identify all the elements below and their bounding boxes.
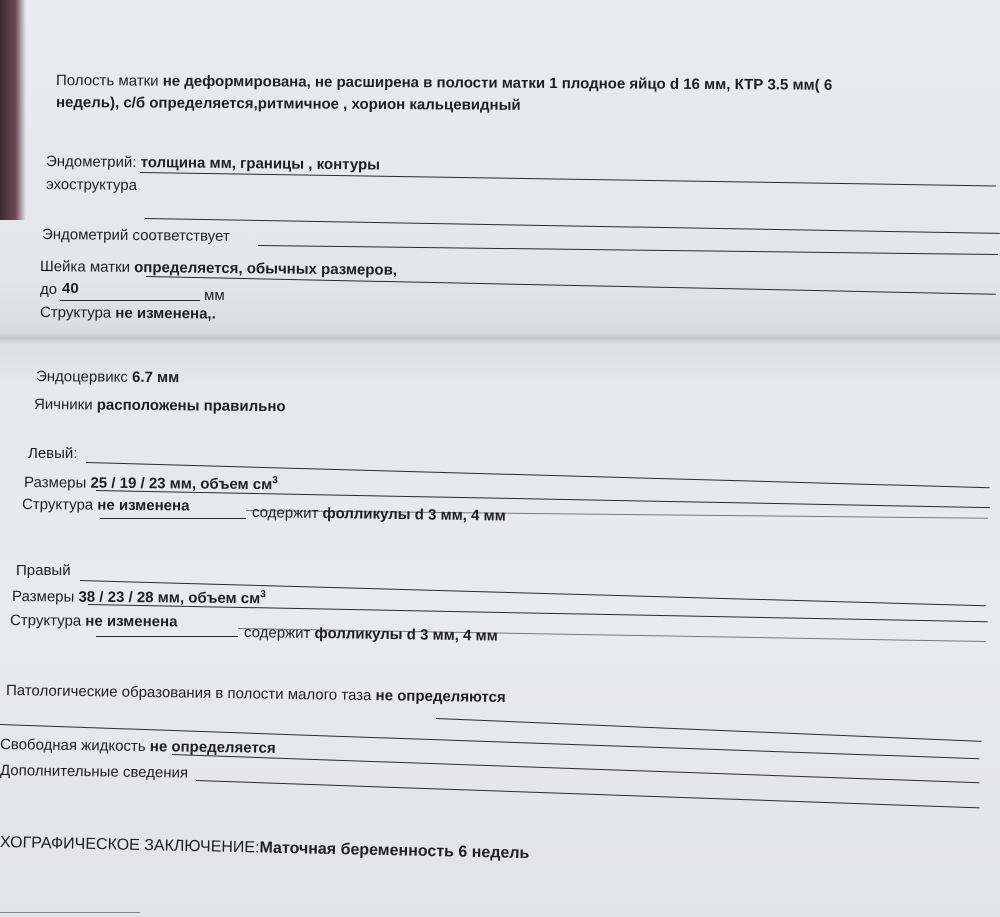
left-ovary-structure-label: Структура <box>21 496 94 514</box>
rule <box>140 172 996 186</box>
rule <box>146 276 996 295</box>
cervix-unit: мм <box>204 287 225 304</box>
pathology-label: Патологические образования в полости малого таза <box>5 682 372 705</box>
right-ovary-contains-line <box>244 624 498 646</box>
echostructure-label: эхоструктура <box>45 176 138 194</box>
rule <box>436 718 982 742</box>
ovaries-label: Яичники <box>33 396 93 414</box>
endometrium-label: Эндометрий: <box>45 153 137 171</box>
endocervix-value: 6.7 мм <box>131 368 180 387</box>
ovaries-value: расположены правильно <box>96 396 286 416</box>
paper-fold <box>0 332 1000 344</box>
pathology-line <box>6 682 506 707</box>
endometrium-line <box>46 153 380 174</box>
right-ovary-structure-label: Структура <box>9 612 82 630</box>
right-ovary-structure-value: не изменена <box>85 612 178 631</box>
rule <box>100 518 246 519</box>
rule <box>145 218 1000 234</box>
uterus-line-1 <box>56 72 832 95</box>
rule <box>60 300 200 301</box>
left-ovary-title: Левый: <box>28 445 78 462</box>
pathology-value: не определяются <box>375 687 506 706</box>
right-ovary-title: Правый <box>16 562 71 579</box>
additional-label: Дополнительные сведения <box>0 762 189 782</box>
rule <box>0 912 140 913</box>
left-ovary-structure-line <box>22 496 190 515</box>
background-edge <box>0 0 26 220</box>
left-ovary-contains-value: фолликулы d 3 мм, 4 мм <box>322 504 506 525</box>
left-ovary-size-sup: 3 <box>272 475 278 487</box>
rule <box>88 604 988 622</box>
ovaries-line <box>34 396 286 416</box>
cervix-label: Шейка матки <box>39 258 131 276</box>
right-ovary-structure-line <box>10 612 178 631</box>
left-ovary-size-label: Размеры <box>23 474 87 492</box>
rule <box>196 780 980 808</box>
left-ovary-size-value: 25 / 19 / 23 мм, объем см <box>90 474 273 494</box>
rule <box>96 636 238 637</box>
conclusion-value: Маточная беременность 6 недель <box>259 839 530 863</box>
right-ovary-size-label: Размеры <box>11 588 75 606</box>
left-ovary-contains-line <box>252 504 506 526</box>
endometrium-value: толщина мм, границы , контуры <box>140 153 381 174</box>
cervix-up-to-label: до <box>40 281 58 298</box>
conclusion-line <box>0 834 530 863</box>
endometrium-corresponds-label: Эндометрий соответствует <box>41 226 230 245</box>
cervix-structure-value: не изменена,. <box>115 304 216 323</box>
cervix-value: определяется, обычных размеров, <box>134 258 398 279</box>
endocervix-line <box>36 368 179 387</box>
right-ovary-contains-value: фолликулы d 3 мм, 4 мм <box>314 624 498 645</box>
right-ovary-contains-label: содержит <box>243 624 311 642</box>
rule <box>96 490 990 508</box>
cervix-line <box>40 258 397 280</box>
cervix-structure-label: Структура <box>39 304 112 322</box>
left-ovary-structure-value: не изменена <box>97 496 190 515</box>
free-fluid-value: не определяется <box>149 738 276 757</box>
right-ovary-size-sup: 3 <box>260 589 266 601</box>
left-ovary-contains-label: содержит <box>251 504 319 522</box>
uterus-label: Полость матки <box>55 72 159 90</box>
rule <box>258 245 998 255</box>
rule <box>172 754 980 783</box>
conclusion-label: ХОГРАФИЧЕСКОЕ ЗАКЛЮЧЕНИЕ: <box>0 834 260 857</box>
free-fluid-line <box>0 736 276 758</box>
endocervix-label: Эндоцервикс <box>35 368 128 386</box>
cervix-structure-line <box>40 304 216 324</box>
uterus-value: не деформирована, не расширена в полости матки 1 плодное яйцо d 16 мм, КТР 3.5 мм( 6 <box>162 72 833 94</box>
right-ovary-size-value: 38 / 23 / 28 мм, объем см <box>78 588 261 608</box>
free-fluid-label: Свободная жидкость <box>0 736 146 756</box>
uterus-line-2: недель), с/б определяется,ритмичное , хорион кальцевидный <box>55 94 521 114</box>
cervix-up-to-value: 40 <box>62 280 79 297</box>
